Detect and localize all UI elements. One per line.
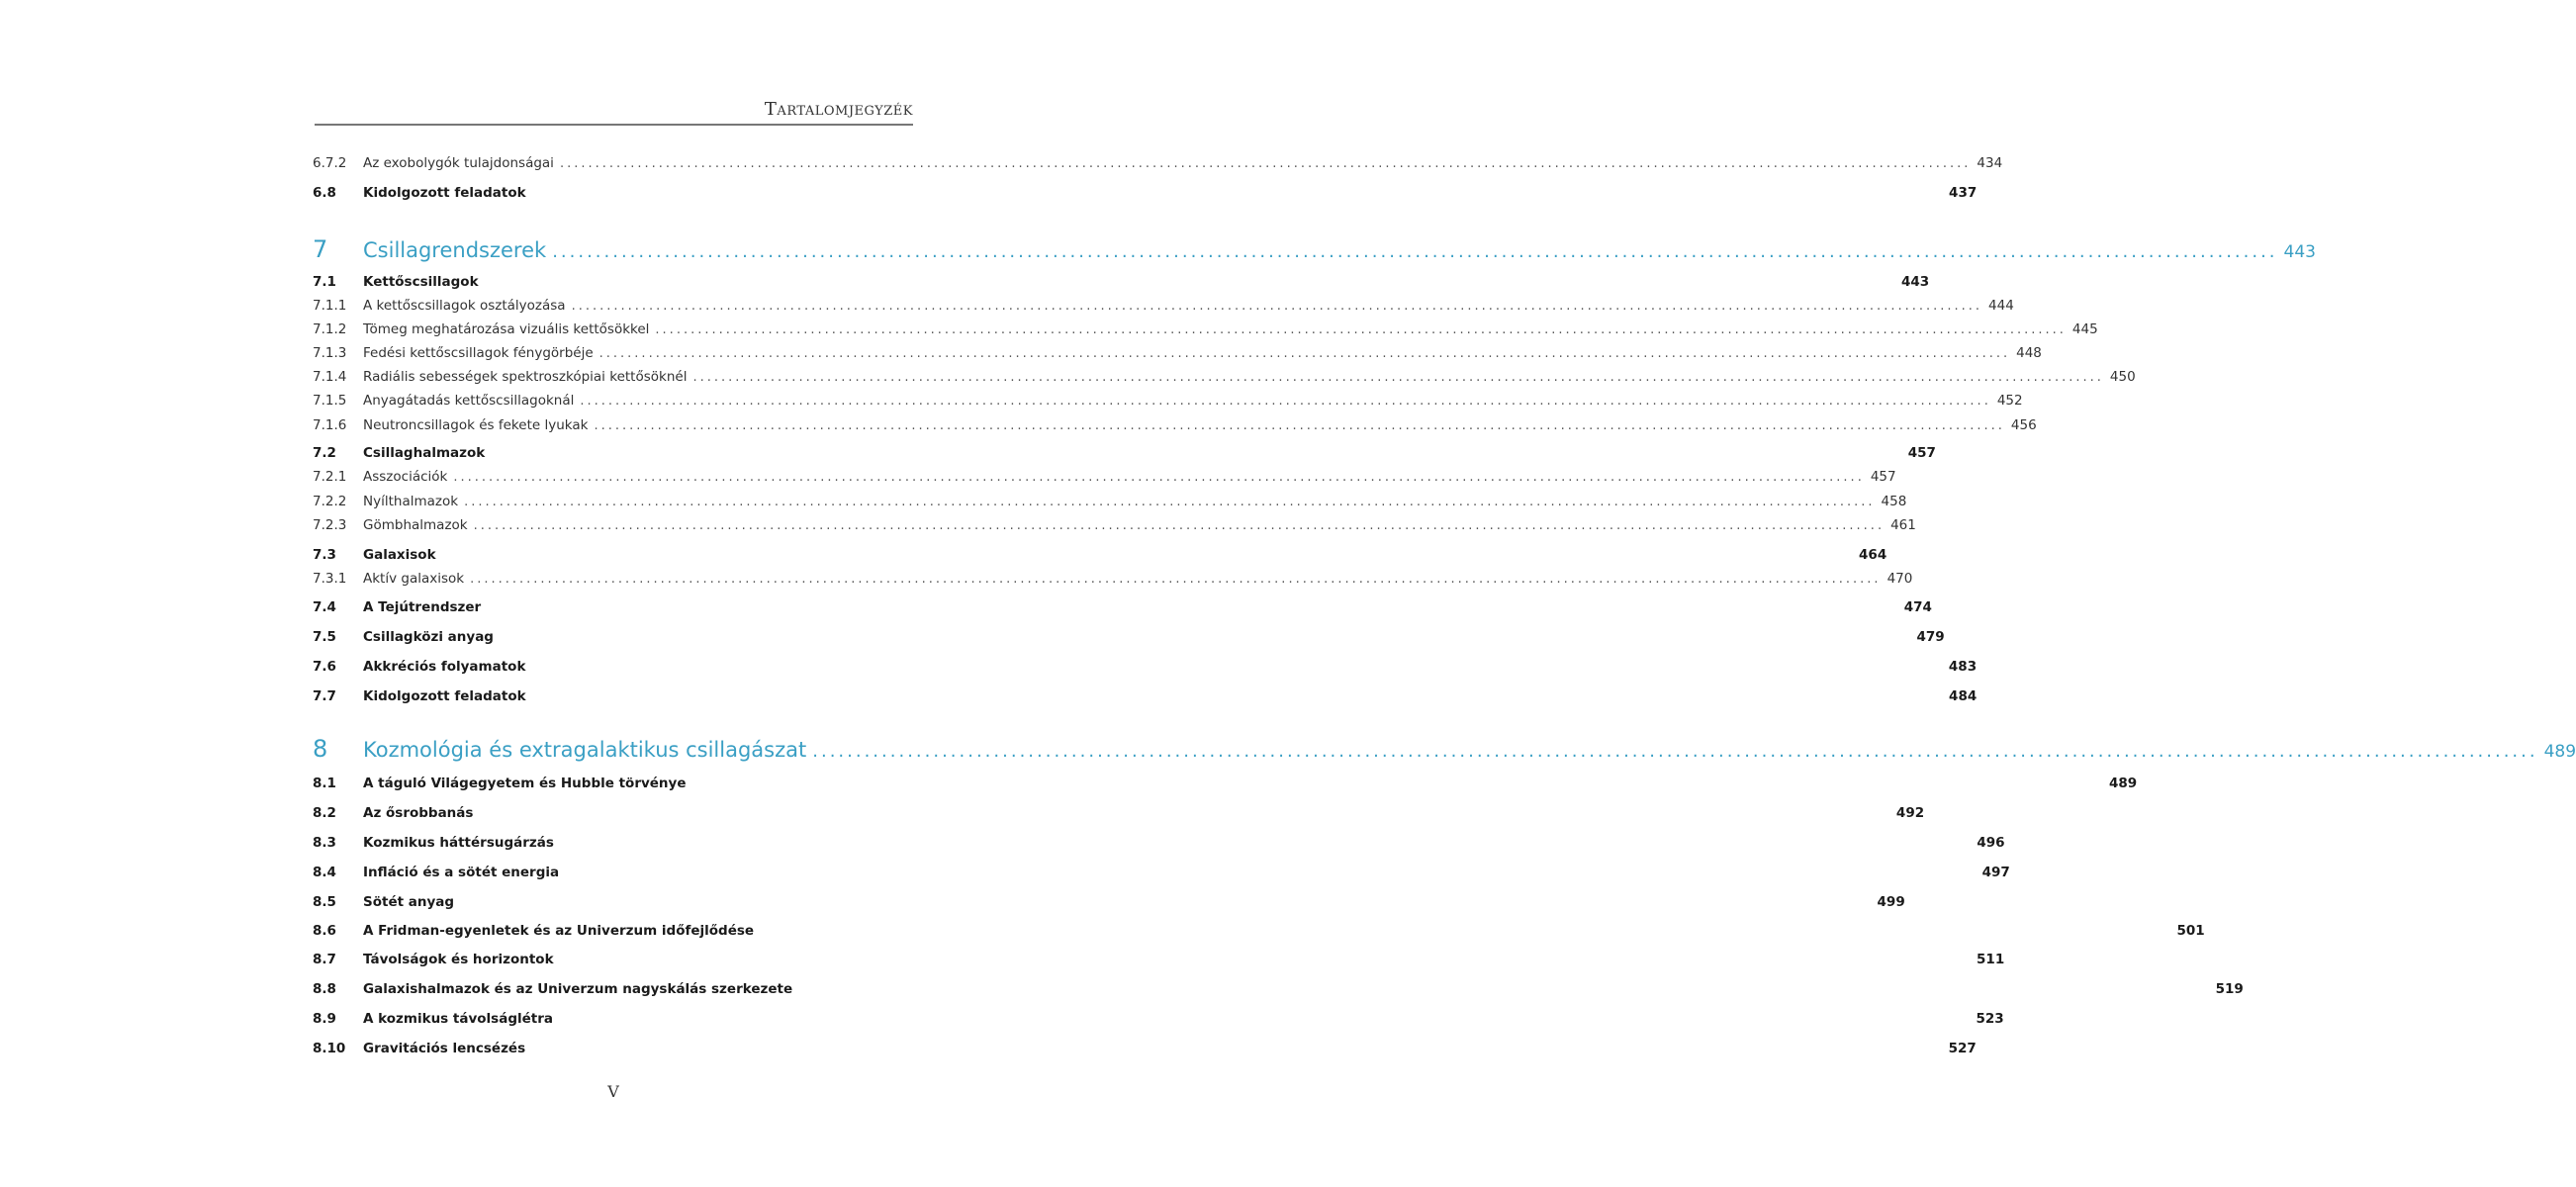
toc-entry-title: Asszociációk <box>363 469 453 485</box>
page-number-footer: V <box>607 1082 619 1101</box>
toc-subsection-entry <box>313 298 2014 314</box>
toc-section-entry <box>313 894 1905 910</box>
dot-leader: ........................................................................................................................................................................................................ <box>598 346 2011 361</box>
toc-entry-page: 501 <box>2176 923 2205 939</box>
toc-entry-number: 7.1 <box>313 274 336 290</box>
toc-entry-title: Az exobolygók tulajdonságai <box>363 155 560 171</box>
toc-entry-title: Nyílthalmazok <box>363 494 464 509</box>
toc-entry-number: 7.1.4 <box>313 369 347 385</box>
toc-entry-title: Kozmikus háttérsugárzás <box>363 835 560 851</box>
toc-entry-number: 7.2.1 <box>313 469 347 485</box>
toc-section-entry <box>313 805 1925 821</box>
toc-entry-number: 7.3 <box>313 547 336 563</box>
toc-entry-page: 443 <box>1901 274 1930 290</box>
toc-entry-title: Neutroncsillagok és fekete lyukak <box>363 417 594 433</box>
toc-subsection-entry <box>313 345 2042 361</box>
toc-entry-title: Anyagátadás kettőscsillagoknál <box>363 393 580 409</box>
toc-entry-title: Fedési kettőscsillagok fénygörbéje <box>363 345 599 361</box>
toc-entry-number: 7 <box>313 235 328 263</box>
toc-entry-title: Aktív galaxisok <box>363 571 470 587</box>
toc-chapter-entry <box>313 735 2576 763</box>
toc-entry-number: 7.2.3 <box>313 517 347 533</box>
toc-entry-page: 444 <box>1988 298 2014 314</box>
toc-section-entry <box>313 445 1936 461</box>
toc-subsection-entry <box>313 469 1896 485</box>
dot-leader: ........................................................................................................................................................................................................ <box>812 741 2538 762</box>
toc-entry-page: 456 <box>2010 417 2037 433</box>
toc-entry-page: 457 <box>1907 445 1936 461</box>
toc-entry-page: 448 <box>2016 345 2042 361</box>
toc-entry-title: Kidolgozott feladatok <box>363 185 532 201</box>
toc-entry-title: Távolságok és horizontok <box>363 952 560 967</box>
toc-subsection-entry <box>313 393 2023 409</box>
toc-entry-page: 445 <box>2071 321 2098 337</box>
toc-section-entry <box>313 688 1978 704</box>
toc-entry-page: 496 <box>1977 835 2005 851</box>
toc-entry-number: 8.3 <box>313 835 336 851</box>
toc-entry-number: 7.1.3 <box>313 345 347 361</box>
toc-entry-page: 458 <box>1881 494 1907 509</box>
toc-entry-title: Kozmológia és extragalaktikus csillagászat <box>363 738 812 762</box>
toc-entry-number: 7.4 <box>313 599 336 615</box>
dot-leader: ........................................................................................................................................................................................................ <box>470 572 1882 587</box>
toc-entry-title: Infláció és a sötét energia <box>363 865 565 880</box>
toc-entry-title: Gömbhalmazok <box>363 517 474 533</box>
toc-entry-title: Galaxishalmazok és az Univerzum nagyskálás szerkezete <box>363 981 798 997</box>
toc-entry-title: Csillagrendszerek <box>363 238 552 262</box>
toc-entry-title: Csillaghalmazok <box>363 445 491 461</box>
toc-entry-number: 7.3.1 <box>313 571 347 587</box>
toc-entry-page: 464 <box>1859 547 1887 563</box>
toc-entry-number: 7.1.5 <box>313 393 347 409</box>
running-head <box>315 99 913 120</box>
toc-entry-number: 8.4 <box>313 865 336 880</box>
toc-entry-page: 484 <box>1949 688 1978 704</box>
toc-entry-title: Kettőscsillagok <box>363 274 485 290</box>
toc-section-entry <box>313 835 2005 851</box>
toc-entry-title: Akkréciós folyamatok <box>363 659 531 675</box>
toc-subsection-entry <box>313 494 1907 509</box>
toc-entry-page: 437 <box>1949 185 1978 201</box>
toc-section-entry <box>313 981 2244 997</box>
toc-section-entry <box>313 629 1945 645</box>
toc-entry-number: 8.10 <box>313 1041 346 1056</box>
toc-entry-number: 6.8 <box>313 185 336 201</box>
toc-section-entry <box>313 1011 2004 1027</box>
toc-entry-number: 7.1.2 <box>313 321 347 337</box>
toc-entry-number: 8.9 <box>313 1011 336 1027</box>
toc-entry-page: 497 <box>1981 865 2010 880</box>
toc-section-entry <box>313 659 1978 675</box>
toc-entry-page: 519 <box>2215 981 2244 997</box>
toc-entry-number: 7.2.2 <box>313 494 347 509</box>
toc-entry-page: 443 <box>2283 242 2316 262</box>
toc-entry-title: Sötét anyag <box>363 894 460 910</box>
dot-leader: ........................................................................................................................................................................................................ <box>473 518 1886 533</box>
toc-entry-number: 8.2 <box>313 805 336 821</box>
toc-subsection-entry <box>313 155 2003 171</box>
toc-entry-number: 6.7.2 <box>313 155 347 171</box>
toc-entry-page: 527 <box>1948 1041 1977 1056</box>
toc-entry-number: 7.7 <box>313 688 336 704</box>
toc-entry-page: 452 <box>1996 393 2023 409</box>
toc-subsection-entry <box>313 321 2098 337</box>
dot-leader: ........................................................................................................................................................................................................ <box>692 370 2104 385</box>
dot-leader: ........................................................................................................................................................................................................ <box>571 299 1983 314</box>
dot-leader: ........................................................................................................................................................................................................ <box>453 470 1865 485</box>
toc-section-entry <box>313 865 2010 880</box>
toc-entry-page: 434 <box>1977 155 2003 171</box>
toc-entry-number: 7.6 <box>313 659 336 675</box>
toc-section-entry <box>313 776 2138 791</box>
toc-section-entry <box>313 185 1978 201</box>
toc-entry-title: A kozmikus távolságlétra <box>363 1011 559 1027</box>
toc-entry-title: Galaxisok <box>363 547 442 563</box>
toc-entry-page: 450 <box>2109 369 2136 385</box>
toc-entry-number: 8.1 <box>313 776 336 791</box>
toc-entry-page: 489 <box>2543 742 2576 762</box>
toc-entry-page: 470 <box>1886 571 1913 587</box>
toc-entry-title: A táguló Világegyetem és Hubble törvénye <box>363 776 692 791</box>
toc-entry-title: Az ősrobbanás <box>363 805 479 821</box>
toc-entry-number: 7.2 <box>313 445 336 461</box>
toc-entry-number: 7.1.1 <box>313 298 347 314</box>
toc-entry-number: 7.1.6 <box>313 417 347 433</box>
toc-subsection-entry <box>313 517 1916 533</box>
dot-leader: ........................................................................................................................................................................................................ <box>464 495 1876 509</box>
toc-entry-number: 8.8 <box>313 981 336 997</box>
toc-subsection-entry <box>313 417 2037 433</box>
toc-chapter-entry <box>313 235 2316 263</box>
toc-section-entry <box>313 547 1887 563</box>
toc-section-entry <box>313 274 1930 290</box>
toc-entry-page: 523 <box>1976 1011 2004 1027</box>
toc-entry-number: 8 <box>313 735 328 763</box>
running-head-title: Tartalomjegyzék <box>764 99 913 120</box>
toc-entry-page: 499 <box>1877 894 1905 910</box>
toc-entry-page: 457 <box>1870 469 1896 485</box>
toc-section-entry <box>313 952 2005 967</box>
toc-entry-number: 8.7 <box>313 952 336 967</box>
toc-entry-title: Tömeg meghatározása vizuális kettősökkel <box>363 321 655 337</box>
toc-entry-page: 489 <box>2108 776 2138 791</box>
dot-leader: ........................................................................................................................................................................................................ <box>655 322 2067 337</box>
toc-entry-number: 8.6 <box>313 923 336 939</box>
toc-entry-title: Kidolgozott feladatok <box>363 688 532 704</box>
dot-leader: ........................................................................................................................................................................................................ <box>552 241 2278 262</box>
toc-subsection-entry <box>313 369 2136 385</box>
toc-section-entry <box>313 599 1932 615</box>
toc-entry-page: 461 <box>1890 517 1916 533</box>
toc-entry-title: A kettőscsillagok osztályozása <box>363 298 572 314</box>
toc-entry-page: 474 <box>1903 599 1932 615</box>
toc-entry-page: 479 <box>1916 629 1945 645</box>
toc-subsection-entry <box>313 571 1913 587</box>
dot-leader: ........................................................................................................................................................................................................ <box>594 418 2005 433</box>
toc-entry-page: 492 <box>1895 805 1925 821</box>
toc-entry-title: A Tejútrendszer <box>363 599 487 615</box>
toc-entry-title: Csillagközi anyag <box>363 629 500 645</box>
toc-section-entry <box>313 923 2205 939</box>
toc-entry-number: 8.5 <box>313 894 336 910</box>
dot-leader: ........................................................................................................................................................................................................ <box>559 156 1972 171</box>
toc-entry-number: 7.5 <box>313 629 336 645</box>
toc-entry-title: Gravitációs lencsézés <box>363 1041 531 1056</box>
toc-entry-page: 511 <box>1977 952 2005 967</box>
toc-entry-page: 483 <box>1948 659 1978 675</box>
toc-entry-title: A Fridman-egyenletek és az Univerzum időfejlődése <box>363 923 760 939</box>
dot-leader: ........................................................................................................................................................................................................ <box>580 394 1991 409</box>
toc-entry-title: Radiális sebességek spektroszkópiai kettősöknél <box>363 369 692 385</box>
toc-section-entry <box>313 1041 1977 1056</box>
header-rule <box>315 124 913 126</box>
